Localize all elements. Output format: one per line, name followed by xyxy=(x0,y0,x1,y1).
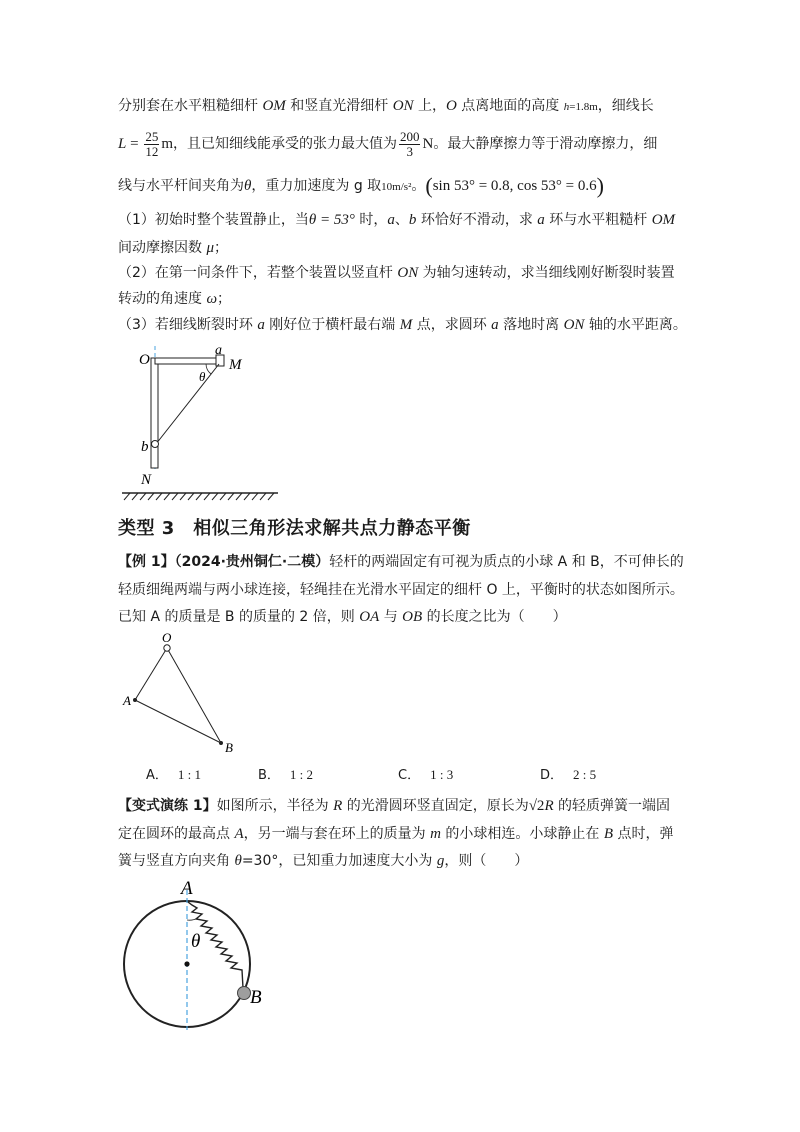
example-tag: 【例 1】 xyxy=(118,554,175,570)
symbol-ON: ON xyxy=(392,98,414,114)
sqrt-2: √2 xyxy=(528,798,545,814)
text: 时， xyxy=(354,212,388,228)
label-N: N xyxy=(141,472,152,488)
label-a: a xyxy=(215,343,222,358)
label-B: B xyxy=(225,740,233,755)
text: 与 xyxy=(379,609,403,625)
question-2-line-1 xyxy=(118,263,675,283)
text: 刚好位于横杆最右端 xyxy=(264,317,400,333)
horizontal-rod-OM xyxy=(155,358,221,364)
symbol-B: B xyxy=(603,826,613,842)
center-point xyxy=(184,961,189,966)
text: 、 xyxy=(394,212,409,228)
text: 轻杆的两端固定有可视为质点的小球 A 和 B，不可伸长的 xyxy=(329,554,684,570)
example-1-line-2: 轻质细绳两端与两小球连接，轻绳挂在光滑水平固定的细杆 O 上，平衡时的状态如图所示。 xyxy=(118,582,684,598)
symbol-M: M xyxy=(399,317,413,333)
text: 和竖直光滑细杆 xyxy=(285,98,393,114)
string xyxy=(156,364,219,444)
paren-open: ( xyxy=(425,173,433,198)
example-1-line-1 xyxy=(118,552,684,572)
vertical-rod-ON xyxy=(151,358,158,468)
symbol-mu: μ xyxy=(206,240,214,256)
symbol-R: R xyxy=(333,798,343,814)
symbol-theta: θ xyxy=(244,178,252,194)
label-theta: θ xyxy=(191,931,201,952)
option-value: 1 : 1 xyxy=(177,767,202,782)
problem-line-1 xyxy=(118,96,654,117)
text: （3）若细线断裂时环 xyxy=(118,317,258,333)
example-1-line-3 xyxy=(118,607,567,627)
symbol-OM: OM xyxy=(262,98,286,114)
numerator: 25 xyxy=(145,128,159,144)
symbol-a: a xyxy=(387,212,395,228)
symbol-ON: ON xyxy=(397,265,419,281)
ball-B xyxy=(238,987,251,1000)
symbol-omega: ω xyxy=(206,291,218,307)
option-letter: A． xyxy=(146,768,168,783)
symbol-a: a xyxy=(537,212,545,228)
option-b[interactable] xyxy=(258,764,313,783)
string-OA xyxy=(135,648,167,700)
section-heading: 类型 3 相似三角形法求解共点力静态平衡 xyxy=(118,518,471,539)
rod-AB xyxy=(135,700,221,743)
pivot-O xyxy=(164,645,170,651)
ground-hatching xyxy=(124,493,274,500)
length-fraction xyxy=(144,130,159,159)
symbol-ON: ON xyxy=(563,317,585,333)
symbol-g: g xyxy=(436,853,445,869)
unit: N xyxy=(422,136,434,152)
text: 已知 A 的质量是 B 的质量的 2 倍，则 xyxy=(118,609,360,625)
symbol-a: a xyxy=(257,317,265,333)
text: 的长度之比为（ ） xyxy=(422,609,567,625)
text: 定在圆环的最高点 xyxy=(118,826,235,842)
text: 的小球相连。小球静止在 xyxy=(440,826,604,842)
question-1-line-1 xyxy=(118,210,675,230)
text: ，且已知细线能承受的张力最大值为 xyxy=(172,136,397,152)
option-d[interactable] xyxy=(540,764,596,783)
option-value: 1 : 2 xyxy=(289,767,314,782)
symbol-OB: OB xyxy=(402,609,423,625)
text: 簧与竖直方向夹角 xyxy=(118,853,235,869)
theta-arc xyxy=(206,364,211,374)
ball-B xyxy=(219,741,223,745)
option-a[interactable] xyxy=(146,764,201,783)
option-c[interactable] xyxy=(398,764,453,783)
symbol-OM: OM xyxy=(651,212,676,228)
text: ，则（ ） xyxy=(444,853,529,869)
denominator: 12 xyxy=(145,143,159,159)
variant-1-line-2 xyxy=(118,824,673,844)
text: （1）初始时整个装置静止，当 xyxy=(118,212,309,228)
text: 如图所示，半径为 xyxy=(216,798,334,814)
text: ，另一端与套在环上的质量为 xyxy=(243,826,431,842)
text: ，细线长 xyxy=(597,98,654,114)
label-A: A xyxy=(181,878,193,899)
rod-figure xyxy=(110,340,310,510)
ring-spring-figure xyxy=(110,872,300,1042)
text: 的光滑圆环竖直固定，原长为 xyxy=(342,798,529,814)
variant-1-line-1 xyxy=(118,796,670,816)
text: 转动的角速度 xyxy=(118,291,207,307)
symbol-R: R xyxy=(544,798,554,814)
denominator: 3 xyxy=(406,143,413,159)
ring-b xyxy=(152,441,159,448)
symbol-OA: OA xyxy=(359,609,380,625)
question-3-line-1 xyxy=(118,315,687,335)
text: ； xyxy=(217,291,232,307)
unit: m xyxy=(161,136,173,152)
label-b: b xyxy=(141,439,149,455)
label-theta: θ xyxy=(199,369,206,384)
option-value: 1 : 3 xyxy=(430,767,454,782)
symbol-O: O xyxy=(445,98,457,114)
variant-tag: 【变式演练 1】 xyxy=(118,798,217,814)
symbol-m: m xyxy=(430,826,441,842)
text: 落地时离 xyxy=(498,317,564,333)
text: （2）在第一问条件下，若整个装置以竖直杆 xyxy=(118,265,398,281)
text: ； xyxy=(213,240,228,256)
text: 。 xyxy=(411,178,426,194)
text: 线与水平杆间夹角为 xyxy=(118,178,244,194)
text: 上， xyxy=(413,98,446,114)
text: 点，求圆环 xyxy=(412,317,492,333)
label-B: B xyxy=(250,987,262,1008)
option-letter: D． xyxy=(540,768,564,783)
text: 。最大静摩擦力等于滑动摩擦力，细 xyxy=(433,136,658,152)
text: 轴的水平距离。 xyxy=(584,317,687,333)
text: 环与水平粗糙杆 xyxy=(544,212,652,228)
label-O: O xyxy=(139,352,150,368)
gravity-value: 10m/s² xyxy=(381,181,412,193)
numerator: 200 xyxy=(399,128,420,144)
label-O: O xyxy=(162,630,172,645)
text: 的轻质弹簧一端固 xyxy=(553,798,671,814)
triangle-figure xyxy=(118,630,248,760)
option-letter: C． xyxy=(398,768,421,783)
symbol-a: a xyxy=(491,317,499,333)
text: 点时，弹 xyxy=(613,826,674,842)
problem-line-3 xyxy=(118,172,604,201)
label-A: A xyxy=(123,693,131,708)
variant-1-line-3 xyxy=(118,851,528,871)
tension-fraction xyxy=(399,130,421,159)
example-source: （2024·贵州铜仁·二模） xyxy=(174,554,330,570)
text: =30°，已知重力加速度大小为 xyxy=(241,853,437,869)
symbol-A: A xyxy=(234,826,244,842)
angle-condition: θ = 53° xyxy=(308,212,355,228)
text: 点离地面的高度 xyxy=(456,98,564,114)
question-2-line-2 xyxy=(118,289,231,309)
equals: = xyxy=(126,136,143,152)
text: ，重力加速度为 g 取 xyxy=(251,178,382,194)
trig-formula: sin 53° = 0.8, cos 53° = 0.6 xyxy=(432,178,597,194)
option-letter: B． xyxy=(258,768,280,783)
option-value: 2 : 5 xyxy=(573,767,597,782)
ball-A xyxy=(133,698,137,702)
symbol-b: b xyxy=(408,212,417,228)
symbol-h: h xyxy=(563,101,570,113)
label-M: M xyxy=(229,357,242,373)
text: 环恰好不滑动，求 xyxy=(416,212,538,228)
symbol-theta: θ xyxy=(234,853,242,869)
symbol-L: L xyxy=(118,136,127,152)
text: 分别套在水平粗糙细杆 xyxy=(118,98,263,114)
text: 间动摩擦因数 xyxy=(118,240,207,256)
problem-line-2 xyxy=(118,128,657,160)
paren-close: ) xyxy=(596,173,604,198)
text: 为轴匀速转动，求当细线刚好断裂时装置 xyxy=(418,265,675,281)
string-OB xyxy=(167,648,221,743)
height-value: =1.8m xyxy=(569,101,598,113)
question-1-line-2 xyxy=(118,238,228,258)
